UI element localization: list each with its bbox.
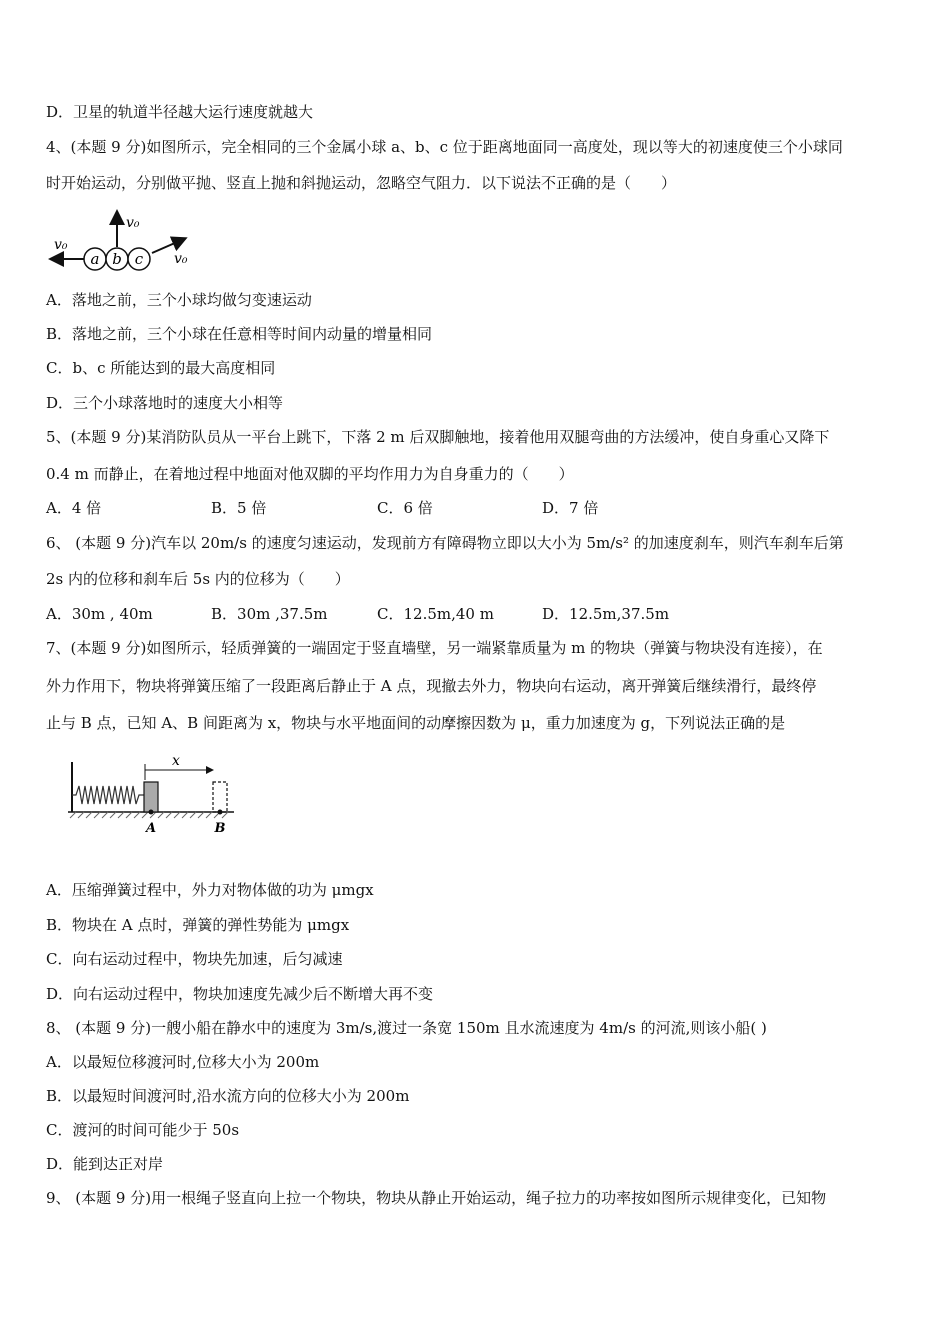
q5-option-b: B．5 倍 <box>211 499 267 517</box>
q7-stem-line1: 7、(本题 9 分)如图所示，轻质弹簧的一端固定于竖直墙壁，另一端紧靠质量为 m 的物块（弹簧与物块没有连接），在 <box>46 639 823 657</box>
q5-option-c: C．6 倍 <box>377 499 433 517</box>
q5-option-a: A．4 倍 <box>46 499 102 517</box>
q8-option-b: B．以最短时间渡河时,沿水流方向的位移大小为 200m <box>46 1087 410 1105</box>
q4-ball-b-label: b <box>112 250 122 268</box>
q4-option-b: B．落地之前，三个小球在任意相等时间内动量的增量相同 <box>46 325 433 343</box>
q4-option-c: C．b、c 所能达到的最大高度相同 <box>46 359 276 377</box>
q7-block-at-b-dashed <box>213 782 227 812</box>
q4-option-a: A．落地之前，三个小球均做匀变速运动 <box>46 291 312 309</box>
q7-block-at-a <box>144 782 158 812</box>
q4-stem-line1: 4、(本题 9 分)如图所示，完全相同的三个金属小球 a、b、c 位于距离地面同一高度处，现以等大的初速度使三个小球同 <box>46 138 843 156</box>
q7-point-b-label: B <box>214 821 226 836</box>
q7-point-b <box>218 810 223 815</box>
q8-option-d: D．能到达正对岸 <box>46 1155 164 1173</box>
q7-spring-block-figure <box>66 752 236 838</box>
q4-v-right-label: v₀ <box>174 251 188 267</box>
q4-ball-c-label: c <box>134 250 144 268</box>
q4-ball-a-label: a <box>90 250 100 268</box>
q7-option-b: B．物块在 A 点时，弹簧的弹性势能为 μmgx <box>46 916 350 934</box>
q7-stem-line3: 止与 B 点，已知 A、B 间距离为 x，物块与水平地面间的动摩擦因数为 μ，重力加速度为 g，下列说法正确的是 <box>46 714 786 732</box>
q5-option-d: D．7 倍 <box>542 499 599 517</box>
q9-stem-line1: 9、 (本题 9 分)用一根绳子竖直向上拉一个物块，物块从静止开始运动，绳子拉力的功率按如图所示规律变化，已知物 <box>46 1189 827 1207</box>
q5-stem-line2: 0.4 m 而静止，在着地过程中地面对他双脚的平均作用力为自身重力的（ ） <box>46 465 574 483</box>
q4-v-left-label: v₀ <box>54 237 68 253</box>
q7-point-a <box>149 810 154 815</box>
q6-option-d: D．12.5m,37.5m <box>542 605 670 623</box>
q7-option-a: A．压缩弹簧过程中，外力对物体做的功为 μmgx <box>46 881 374 899</box>
q7-distance-label: x <box>172 753 180 769</box>
q4-option-d: D．三个小球落地时的速度大小相等 <box>46 394 284 412</box>
q4-three-balls-figure <box>46 205 196 275</box>
q5-stem-line1: 5、(本题 9 分)某消防队员从一平台上跳下，下落 2 m 后双脚触地，接着他用双腿弯曲的方法缓冲，使自身重心又降下 <box>46 428 830 446</box>
q7-option-c: C．向右运动过程中，物块先加速，后匀减速 <box>46 950 343 968</box>
q6-stem-line1: 6、 (本题 9 分)汽车以 20m/s 的速度匀速运动，发现前方有障碍物立即以大小为 5m/s² 的加速度刹车，则汽车刹车后第 <box>46 534 844 552</box>
q6-option-b: B．30m ,37.5m <box>211 605 328 623</box>
q8-option-a: A．以最短位移渡河时,位移大小为 200m <box>46 1053 320 1071</box>
q4-stem-line2: 时开始运动，分别做平抛、竖直上抛和斜抛运动，忽略空气阻力．以下说法不正确的是（ ） <box>46 174 677 192</box>
q6-option-a: A．30m , 40m <box>46 605 153 623</box>
q6-stem-line2: 2s 内的位移和刹车后 5s 内的位移为（ ） <box>46 570 350 588</box>
q8-stem-line1: 8、 (本题 9 分)一艘小船在静水中的速度为 3m/s,渡过一条宽 150m 且水流速度为 4m/s 的河流,则该小船( ) <box>46 1019 767 1037</box>
q7-point-a-label: A <box>145 821 157 836</box>
q7-stem-line2: 外力作用下，物块将弹簧压缩了一段距离后静止于 A 点，现撤去外力，物块向右运动，离开弹簧后继续滑行，最终停 <box>46 677 817 695</box>
q7-option-d: D．向右运动过程中，物块加速度先减少后不断增大再不变 <box>46 985 434 1003</box>
q3-option-d: D．卫星的轨道半径越大运行速度就越大 <box>46 103 314 121</box>
q4-v-up-label: v₀ <box>126 215 140 231</box>
q7-spring <box>72 786 144 804</box>
q8-option-c: C．渡河的时间可能少于 50s <box>46 1121 240 1139</box>
q6-option-c: C．12.5m,40 m <box>377 605 494 623</box>
